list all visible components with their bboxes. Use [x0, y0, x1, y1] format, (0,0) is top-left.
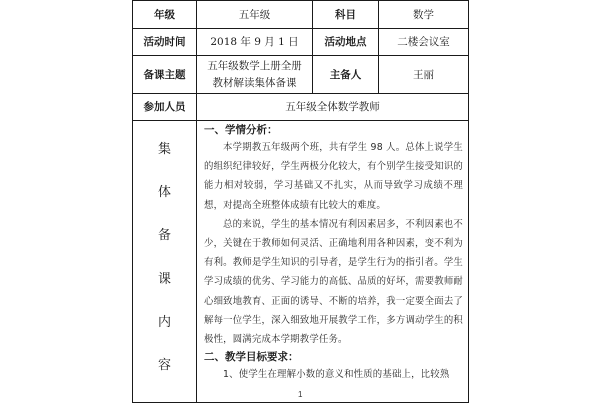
side-char: 容 — [157, 357, 171, 373]
table-row — [133, 1, 469, 29]
list-item-1: 1、使学生在理解小数的意义和性质的基础上，比较熟 — [223, 369, 450, 381]
side-char: 备 — [157, 228, 171, 244]
side-char: 集 — [157, 142, 171, 157]
section-heading-1: 一、学情分析： — [204, 124, 278, 136]
content-cell — [197, 121, 469, 403]
side-label — [133, 121, 197, 403]
participants-value: 五年级全体数学教师 — [197, 94, 469, 121]
place-value: 二楼会议室 — [379, 29, 469, 56]
table-row — [133, 94, 469, 121]
lesson-plan-table — [132, 0, 469, 403]
place-label: 活动地点 — [313, 29, 379, 56]
participants-label: 参加人员 — [133, 94, 197, 121]
time-label: 活动时间 — [133, 29, 197, 56]
subject-label: 科目 — [313, 1, 379, 29]
time-value: 2018 年 9 月 1 日 — [197, 29, 313, 56]
document-page — [132, 0, 468, 400]
table-row — [133, 121, 469, 403]
host-value: 王丽 — [379, 56, 469, 94]
side-char: 内 — [157, 314, 171, 330]
table-row — [133, 56, 469, 94]
side-char: 体 — [157, 185, 171, 201]
page-number: 1 — [298, 390, 303, 399]
topic-line-1: 五年级数学上册全册 — [207, 59, 302, 72]
topic-label: 备课主题 — [133, 56, 197, 94]
topic-value — [197, 56, 313, 94]
side-char: 课 — [157, 271, 171, 287]
section-heading-2: 二、教学目标要求： — [204, 351, 299, 364]
paragraph-2: 总的来说，学生的基本情况有利因素居多，不利因素也不少，关键在于教师如何灵活、正确地利用各种因素，变不利为有利。教师是学生知识的引导者，是学生行为的指引者。学生学习成绩的优劣、学习能力的高低、品质的好坏，需要教师耐心细致地教育、正面的诱导、不断的培养，我一定要全面去了解每一位学生，深入细致地开展教学工作，多方调动学生的积极性，圆满完成本学期教学任务。 — [204, 218, 463, 346]
paragraph-1: 本学期教五年级两个班，共有学生 98 人。总体上说学生的组织纪律较好，学生两极分化较大，有个别学生接受知识的能力相对较弱，学习基础又不扎实，从而导致学习成绩不理想，对提高全班整体成绩有比较大的难度。 — [204, 142, 463, 211]
subject-value: 数学 — [379, 1, 469, 29]
topic-line-2: 教材解读集体备课 — [212, 76, 297, 89]
grade-value: 五年级 — [197, 1, 313, 29]
host-label: 主备人 — [313, 56, 379, 94]
grade-label: 年级 — [133, 1, 197, 29]
table-row — [133, 29, 469, 56]
